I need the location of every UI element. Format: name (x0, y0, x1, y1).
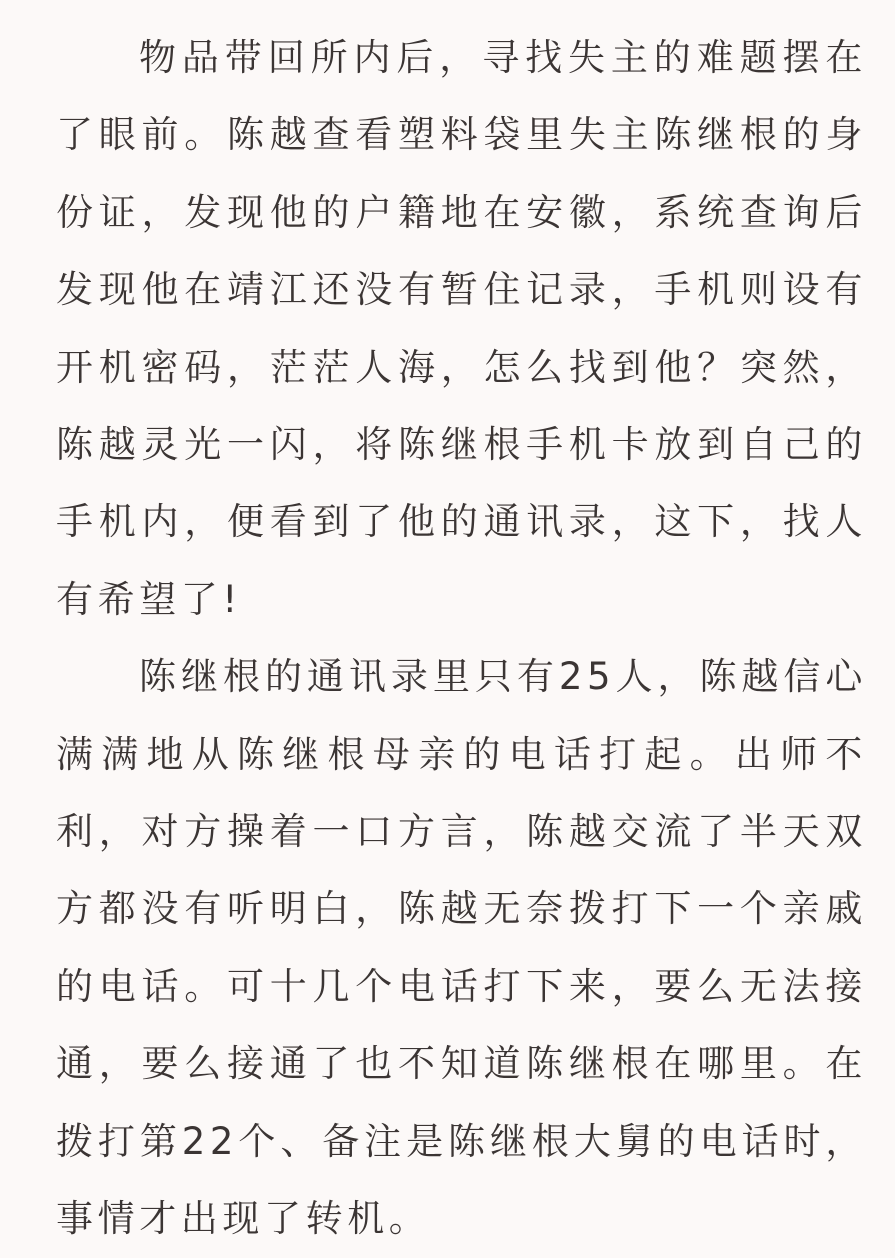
article-paragraph-2: 陈继根的通讯录里只有25人，陈越信心满满地从陈继根母亲的电话打起。出师不利，对方操着一口方言，陈越交流了半天双方都没有听明白，陈越无奈拨打下一个亲戚的电话。可十几个电话打下来，要么无法接通，要么接通了也不知道陈继根在哪里。在拨打第22个、备注是陈继根大舅的电话时，事情才出现了转机。 (56, 655, 867, 1241)
article-paragraph-1: 物品带回所内后，寻找失主的难题摆在了眼前。陈越查看塑料袋里失主陈继根的身份证，发现他的户籍地在安徽，系统查询后发现他在靖江还没有暂住记录，手机则设有开机密码，茫茫人海，怎么找到他？突然，陈越灵光一闪，将陈继根手机卡放到自己的手机内，便看到了他的通讯录，这下，找人有希望了! (56, 36, 867, 621)
